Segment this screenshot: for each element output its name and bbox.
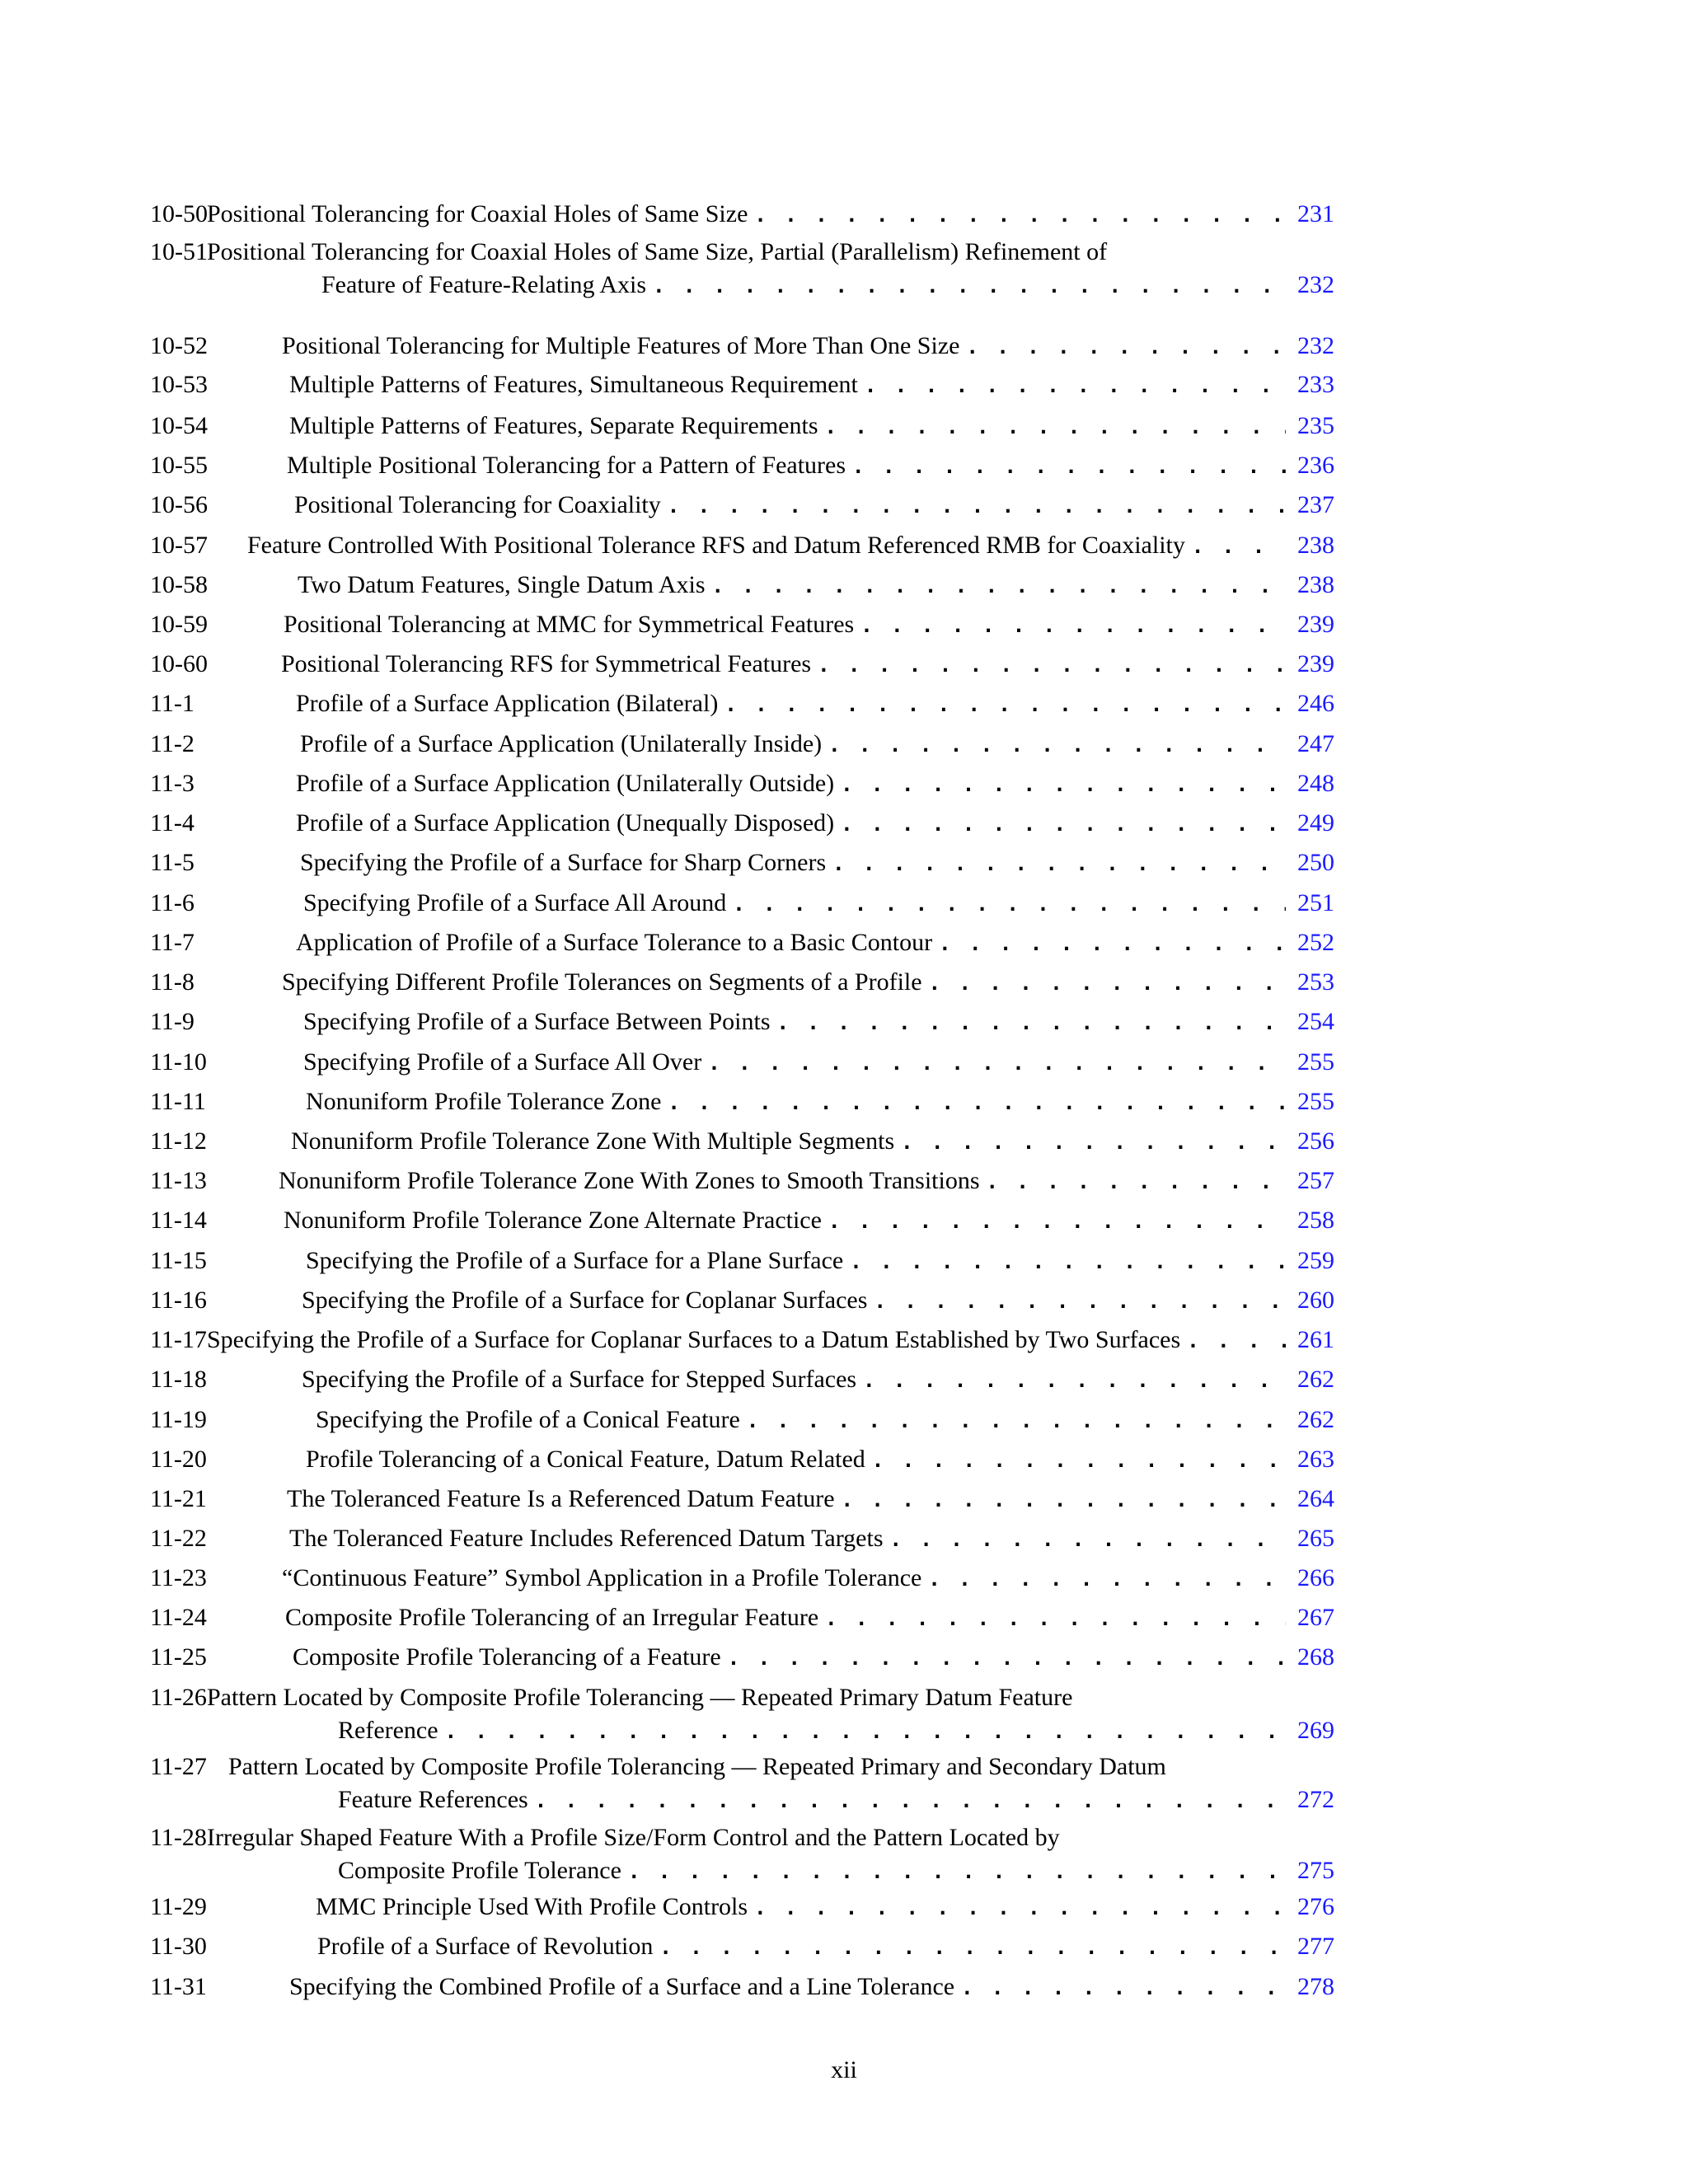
figure-title-line bbox=[289, 1971, 1297, 2004]
page-number-link[interactable]: 232 bbox=[1297, 271, 1334, 298]
figure-title-line bbox=[316, 1404, 1297, 1437]
figure-number: 11-23 bbox=[150, 1564, 207, 1591]
figure-title-line bbox=[294, 489, 1297, 523]
figure-title: Positional Tolerancing for Coaxiality bbox=[294, 491, 661, 518]
figure-title-line bbox=[303, 1005, 1297, 1039]
figure-title: Multiple Positional Tolerancing for a Pattern of Features bbox=[287, 452, 846, 479]
figure-number: 11-22 bbox=[150, 1525, 207, 1552]
dot-leader bbox=[987, 1165, 1286, 1198]
page-number-link[interactable]: 247 bbox=[1297, 730, 1334, 757]
figure-title-line bbox=[321, 269, 1297, 302]
dot-leader bbox=[860, 609, 1286, 642]
figure-number: 11-24 bbox=[150, 1604, 207, 1631]
figure-title-line bbox=[284, 608, 1297, 642]
dot-leader bbox=[863, 1364, 1286, 1397]
page-number-link[interactable]: 233 bbox=[1297, 371, 1334, 398]
figure-title: Pattern Located by Composite Profile Tolerancing — Repeated Primary Datum Feature bbox=[207, 1684, 1073, 1711]
dot-leader bbox=[1187, 1324, 1286, 1357]
figure-title: Nonuniform Profile Tolerance Zone With Zones to Smooth Transitions bbox=[279, 1167, 980, 1194]
figure-number: 10-51 bbox=[150, 238, 208, 265]
figure-number: 11-28 bbox=[150, 1824, 207, 1851]
figure-title-line bbox=[298, 569, 1297, 602]
figure-number: 11-8 bbox=[150, 968, 195, 996]
page-number-link[interactable]: 257 bbox=[1297, 1167, 1334, 1194]
figure-title: Specifying the Profile of a Surface for Coplanar Surfaces to a Datum Established by Two Surfaces bbox=[207, 1326, 1181, 1353]
page-number-link[interactable]: 277 bbox=[1297, 1933, 1334, 1960]
dot-leader bbox=[842, 1483, 1286, 1516]
figure-title-line bbox=[289, 1522, 1297, 1556]
figure-title: Specifying Profile of a Surface All Over bbox=[303, 1048, 702, 1076]
page-number-link[interactable]: 250 bbox=[1297, 849, 1334, 876]
figure-title-line bbox=[300, 846, 1297, 880]
figure-title-line bbox=[279, 1165, 1297, 1198]
figure-title-line bbox=[291, 1125, 1297, 1159]
figure-title: Profile of a Surface Application (Unilaterally Outside) bbox=[296, 770, 835, 797]
figure-title-line bbox=[289, 410, 1297, 443]
page-number-link[interactable]: 235 bbox=[1297, 412, 1334, 439]
figure-title: Feature of Feature-Relating Axis bbox=[321, 271, 647, 298]
figure-title: Positional Tolerancing at MMC for Symmetrical Features bbox=[284, 611, 855, 638]
figure-title: Positional Tolerancing for Coaxial Holes of Same Size, Partial (Parallelism) Refinement of bbox=[207, 238, 1108, 265]
page-number-link[interactable]: 262 bbox=[1297, 1366, 1334, 1393]
figure-title-line bbox=[296, 767, 1297, 801]
figure-number: 10-58 bbox=[150, 571, 208, 598]
figure-title: Multiple Patterns of Features, Separate Requirements bbox=[289, 412, 818, 439]
figure-number: 11-15 bbox=[150, 1247, 207, 1274]
figure-title: “Continuous Feature” Symbol Application in a Profile Tolerance bbox=[282, 1564, 922, 1591]
figure-title: Composite Profile Tolerancing of a Feature bbox=[293, 1643, 721, 1671]
figure-title: MMC Principle Used With Profile Controls bbox=[316, 1893, 748, 1920]
figure-title-line bbox=[282, 330, 1297, 363]
figure-title-line bbox=[284, 1204, 1297, 1238]
page-number-link[interactable]: 265 bbox=[1297, 1525, 1334, 1552]
figure-title: Application of Profile of a Surface Tolerance to a Basic Contour bbox=[296, 929, 933, 956]
page-number-link[interactable]: 237 bbox=[1297, 491, 1334, 518]
figure-title: Composite Profile Tolerance bbox=[338, 1857, 621, 1884]
page-number-link[interactable]: 251 bbox=[1297, 889, 1334, 916]
figure-title-line bbox=[285, 1601, 1297, 1635]
page-number-link[interactable]: 252 bbox=[1297, 929, 1334, 956]
dot-leader bbox=[733, 888, 1286, 921]
figure-title: Profile of a Surface Application (Unequally Disposed) bbox=[296, 809, 835, 837]
page-number-link[interactable]: 231 bbox=[1297, 200, 1334, 227]
figure-title-line bbox=[317, 1930, 1297, 1964]
dot-leader bbox=[754, 199, 1286, 232]
figure-title: The Toleranced Feature Is a Referenced Datum Feature bbox=[287, 1485, 835, 1512]
page-number-link[interactable]: 260 bbox=[1297, 1286, 1334, 1314]
figure-number: 10-52 bbox=[150, 332, 208, 359]
page-number-link[interactable]: 272 bbox=[1297, 1786, 1334, 1813]
page-number-link[interactable]: 239 bbox=[1297, 650, 1334, 677]
figure-title-line bbox=[247, 529, 1297, 563]
dot-leader bbox=[659, 1931, 1286, 1964]
figure-number: 11-6 bbox=[150, 889, 195, 916]
figure-number: 11-19 bbox=[150, 1406, 207, 1433]
page-number-link[interactable]: 275 bbox=[1297, 1857, 1334, 1884]
figure-number: 11-11 bbox=[150, 1088, 206, 1115]
dot-leader bbox=[535, 1784, 1286, 1817]
figure-title-line bbox=[293, 1641, 1297, 1675]
figure-number: 10-55 bbox=[150, 452, 208, 479]
dot-leader bbox=[825, 1602, 1286, 1635]
figure-number: 10-56 bbox=[150, 491, 208, 518]
figure-title: Positional Tolerancing RFS for Symmetrical Features bbox=[281, 650, 812, 677]
figure-number: 11-17 bbox=[150, 1326, 207, 1353]
figure-number: 11-30 bbox=[150, 1933, 207, 1960]
dot-leader bbox=[445, 1715, 1286, 1748]
page-number-link[interactable]: 246 bbox=[1297, 690, 1334, 717]
figure-number: 11-9 bbox=[150, 1008, 195, 1035]
dot-leader bbox=[929, 967, 1286, 1000]
page-number-link[interactable]: 249 bbox=[1297, 809, 1334, 837]
page-number-footer: xii bbox=[831, 2056, 857, 2083]
figure-number: 11-1 bbox=[150, 690, 195, 717]
dot-leader bbox=[728, 1642, 1286, 1675]
page-number-link[interactable]: 255 bbox=[1297, 1088, 1334, 1115]
dot-leader bbox=[708, 1047, 1286, 1080]
figure-title-line bbox=[289, 368, 1297, 402]
figure-title-line bbox=[296, 687, 1297, 721]
dot-leader bbox=[1192, 530, 1286, 563]
dot-leader bbox=[852, 450, 1286, 483]
figure-title-line bbox=[302, 1284, 1297, 1318]
dot-leader bbox=[872, 1444, 1286, 1477]
dot-leader bbox=[874, 1285, 1286, 1318]
dot-leader bbox=[818, 649, 1286, 682]
figure-title: Multiple Patterns of Features, Simultaneous Requirement bbox=[289, 371, 858, 398]
page-number-link[interactable]: 278 bbox=[1297, 1973, 1334, 2000]
figure-number: 11-14 bbox=[150, 1207, 207, 1234]
figure-title-line bbox=[207, 236, 1297, 269]
page-number-link[interactable]: 258 bbox=[1297, 1207, 1334, 1234]
figure-title: Positional Tolerancing for Coaxial Holes of Same Size bbox=[207, 200, 748, 227]
page-number-link[interactable]: 238 bbox=[1297, 532, 1334, 559]
figure-title: Positional Tolerancing for Multiple Features of More Than One Size bbox=[282, 332, 960, 359]
figure-number: 10-57 bbox=[150, 532, 208, 559]
dot-leader bbox=[668, 1086, 1286, 1119]
figure-number: 11-21 bbox=[150, 1485, 207, 1512]
figure-title-line bbox=[306, 1443, 1297, 1477]
figure-title-line bbox=[281, 648, 1297, 682]
figure-title-line bbox=[338, 1854, 1297, 1888]
dot-leader bbox=[966, 330, 1286, 363]
dot-leader bbox=[712, 569, 1286, 602]
figure-title-line bbox=[338, 1783, 1297, 1817]
dot-leader bbox=[832, 847, 1286, 880]
figure-title-line bbox=[207, 198, 1297, 232]
dot-leader bbox=[961, 1971, 1286, 2004]
figure-title: Specifying the Profile of a Surface for a Plane Surface bbox=[306, 1247, 844, 1274]
page-number-link[interactable]: 259 bbox=[1297, 1247, 1334, 1274]
figure-title: Specifying the Profile of a Surface for Sharp Corners bbox=[300, 849, 827, 876]
figure-title: Composite Profile Tolerancing of an Irregular Feature bbox=[285, 1604, 819, 1631]
figure-title-line bbox=[303, 887, 1297, 921]
figure-title: Nonuniform Profile Tolerance Zone bbox=[306, 1088, 662, 1115]
figure-title-line bbox=[296, 807, 1297, 841]
page-number-link[interactable]: 266 bbox=[1297, 1564, 1334, 1591]
dot-leader bbox=[825, 410, 1287, 443]
dot-leader bbox=[890, 1523, 1287, 1556]
figure-number: 11-2 bbox=[150, 730, 195, 757]
dot-leader bbox=[939, 927, 1286, 960]
figure-number: 11-16 bbox=[150, 1286, 207, 1314]
figure-number: 11-3 bbox=[150, 770, 195, 797]
figure-title-line bbox=[207, 1821, 1297, 1854]
figure-number: 10-54 bbox=[150, 412, 208, 439]
page-number-link[interactable]: 236 bbox=[1297, 452, 1334, 479]
figure-number: 10-59 bbox=[150, 611, 208, 638]
figure-number: 10-60 bbox=[150, 650, 208, 677]
dot-leader bbox=[724, 688, 1286, 721]
figure-title-line bbox=[338, 1714, 1297, 1748]
dot-leader bbox=[628, 1855, 1286, 1888]
dot-leader bbox=[653, 269, 1286, 302]
figure-number: 11-27 bbox=[150, 1753, 207, 1780]
figure-number: 11-20 bbox=[150, 1446, 207, 1473]
figure-title-line bbox=[303, 1046, 1297, 1080]
figure-number: 11-5 bbox=[150, 849, 195, 876]
dot-leader bbox=[754, 1891, 1286, 1924]
page-number-link[interactable]: 276 bbox=[1297, 1893, 1334, 1920]
figure-title: Profile of a Surface of Revolution bbox=[317, 1933, 654, 1960]
dot-leader bbox=[747, 1404, 1286, 1437]
page-number-link[interactable]: 269 bbox=[1297, 1717, 1334, 1744]
figure-title: Pattern Located by Composite Profile Tolerancing — Repeated Primary and Secondary Datum bbox=[228, 1753, 1166, 1780]
dot-leader bbox=[865, 369, 1286, 402]
figure-number: 11-13 bbox=[150, 1167, 207, 1194]
figure-number: 11-12 bbox=[150, 1127, 207, 1155]
page-number-link[interactable]: 263 bbox=[1297, 1446, 1334, 1473]
dot-leader bbox=[901, 1126, 1286, 1159]
page-number-link[interactable]: 254 bbox=[1297, 1008, 1334, 1035]
figure-title: Irregular Shaped Feature With a Profile Size/Form Control and the Pattern Located by bbox=[207, 1824, 1060, 1851]
dot-leader bbox=[828, 1205, 1286, 1238]
page-number-link[interactable]: 238 bbox=[1297, 571, 1334, 598]
figure-number: 11-25 bbox=[150, 1643, 207, 1671]
dot-leader bbox=[850, 1245, 1286, 1278]
figure-title: Nonuniform Profile Tolerance Zone With Multiple Segments bbox=[291, 1127, 895, 1155]
figure-number: 11-4 bbox=[150, 809, 195, 837]
figure-title: Feature References bbox=[338, 1786, 528, 1813]
figure-title-line bbox=[287, 1483, 1297, 1516]
figure-title: Specifying Profile of a Surface Between Points bbox=[303, 1008, 771, 1035]
page-number-link[interactable]: 239 bbox=[1297, 611, 1334, 638]
figure-title-line bbox=[302, 1363, 1297, 1397]
page-number-link[interactable]: 262 bbox=[1297, 1406, 1334, 1433]
dot-leader bbox=[928, 1563, 1286, 1596]
figure-title-line bbox=[306, 1085, 1297, 1119]
figure-title: Specifying Different Profile Tolerances on Segments of a Profile bbox=[282, 968, 922, 996]
page-number-link[interactable]: 268 bbox=[1297, 1643, 1334, 1671]
figure-number: 11-26 bbox=[150, 1684, 207, 1711]
figure-number: 11-7 bbox=[150, 929, 195, 956]
figure-title-line bbox=[228, 1750, 1297, 1783]
page-number-link[interactable]: 261 bbox=[1297, 1326, 1334, 1353]
page-number-link[interactable]: 255 bbox=[1297, 1048, 1334, 1076]
figure-title: Profile Tolerancing of a Conical Feature, Datum Related bbox=[306, 1446, 865, 1473]
page-number-link[interactable]: 267 bbox=[1297, 1604, 1334, 1631]
figure-title-line bbox=[207, 1324, 1297, 1357]
dot-leader bbox=[828, 729, 1286, 762]
figure-title-line bbox=[282, 1562, 1297, 1596]
figure-title: Two Datum Features, Single Datum Axis bbox=[298, 571, 706, 598]
figure-title-line bbox=[282, 966, 1297, 1000]
page-number-link[interactable]: 264 bbox=[1297, 1485, 1334, 1512]
figure-title: Profile of a Surface Application (Bilateral) bbox=[296, 690, 719, 717]
figure-title: Specifying the Profile of a Conical Feature bbox=[316, 1406, 740, 1433]
figure-title: Feature Controlled With Positional Tolerance RFS and Datum Referenced RMB for Coaxiality bbox=[247, 532, 1185, 559]
figure-title: Specifying the Profile of a Surface for Coplanar Surfaces bbox=[302, 1286, 868, 1314]
dot-leader bbox=[841, 768, 1286, 801]
figure-title-line bbox=[306, 1244, 1297, 1278]
dot-leader bbox=[841, 808, 1286, 841]
figure-title-line bbox=[300, 728, 1297, 762]
page-number-link[interactable]: 256 bbox=[1297, 1127, 1334, 1155]
page-number-link[interactable]: 232 bbox=[1297, 332, 1334, 359]
figure-title: Nonuniform Profile Tolerance Zone Alternate Practice bbox=[284, 1207, 822, 1234]
dot-leader bbox=[777, 1006, 1286, 1039]
figure-title: Profile of a Surface Application (Unilaterally Inside) bbox=[300, 730, 823, 757]
figure-number: 11-31 bbox=[150, 1973, 207, 2000]
page-number-link[interactable]: 253 bbox=[1297, 968, 1334, 996]
figure-number: 10-50 bbox=[150, 200, 208, 227]
figure-title-line bbox=[207, 1681, 1297, 1714]
figure-number: 11-29 bbox=[150, 1893, 207, 1920]
figure-number: 10-53 bbox=[150, 371, 208, 398]
figure-number: 11-10 bbox=[150, 1048, 207, 1076]
figure-title: Reference bbox=[338, 1717, 438, 1744]
figure-title: The Toleranced Feature Includes Referenced Datum Targets bbox=[289, 1525, 884, 1552]
figure-title: Specifying the Profile of a Surface for Stepped Surfaces bbox=[302, 1366, 857, 1393]
page-number-link[interactable]: 248 bbox=[1297, 770, 1334, 797]
figure-title: Specifying Profile of a Surface All Around bbox=[303, 889, 727, 916]
figure-title-line bbox=[296, 926, 1297, 960]
figure-title: Specifying the Combined Profile of a Surface and a Line Tolerance bbox=[289, 1973, 955, 2000]
figure-title-line bbox=[287, 449, 1297, 483]
figure-title-line bbox=[316, 1891, 1297, 1924]
figure-number: 11-18 bbox=[150, 1366, 207, 1393]
dot-leader bbox=[668, 490, 1286, 523]
